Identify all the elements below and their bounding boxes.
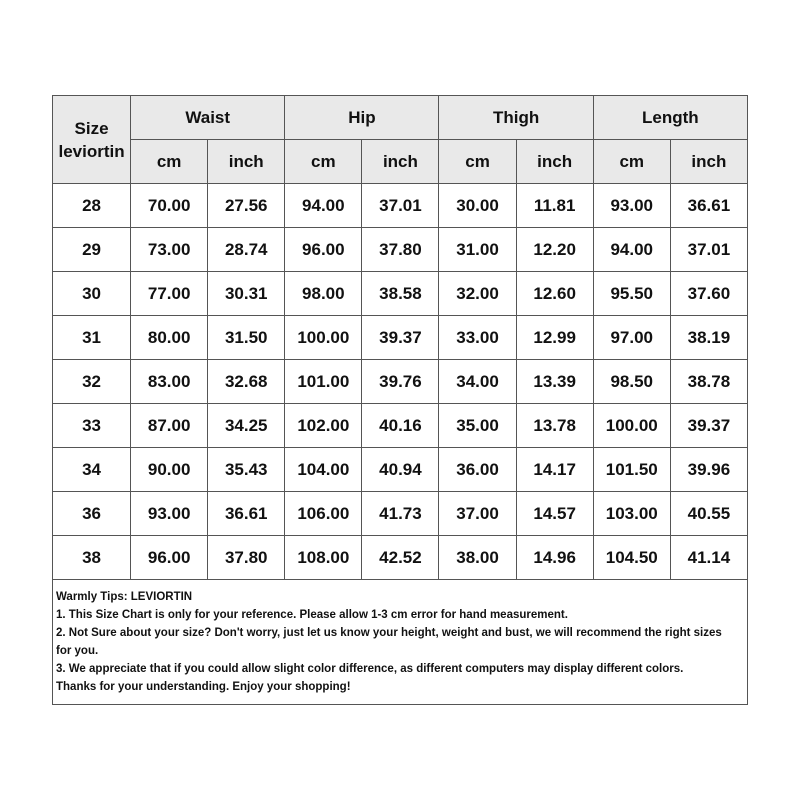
hip-cm-cell: 98.00 <box>285 272 362 316</box>
hip-cm-cell: 106.00 <box>285 492 362 536</box>
hip-cm-cell: 108.00 <box>285 536 362 580</box>
hip-cm-cell: 104.00 <box>285 448 362 492</box>
length-inch-cell: 37.60 <box>670 272 747 316</box>
length-inch-cell: 41.14 <box>670 536 747 580</box>
hip-inch-cell: 37.80 <box>362 228 439 272</box>
thigh-cm-header: cm <box>439 140 516 184</box>
waist-group-header: Waist <box>131 96 285 140</box>
length-inch-cell: 39.96 <box>670 448 747 492</box>
thigh-cm-cell: 38.00 <box>439 536 516 580</box>
table-header <box>53 96 748 184</box>
length-inch-cell: 39.37 <box>670 404 747 448</box>
table-row <box>53 404 748 448</box>
thigh-inch-cell: 11.81 <box>516 184 593 228</box>
tip-2: 2. Not Sure about your size? Don't worry, just let us know your height, weight and bust, we will recommend the right sizes <box>56 627 722 639</box>
hip-inch-header: inch <box>362 140 439 184</box>
warm-tips-box <box>52 579 748 705</box>
hip-cm-cell: 96.00 <box>285 228 362 272</box>
length-cm-cell: 98.50 <box>593 360 670 404</box>
waist-cm-cell: 93.00 <box>131 492 208 536</box>
length-cm-header: cm <box>593 140 670 184</box>
measurement-group-row <box>53 96 748 140</box>
length-cm-cell: 100.00 <box>593 404 670 448</box>
size-cell: 33 <box>53 404 131 448</box>
hip-group-header: Hip <box>285 96 439 140</box>
length-inch-cell: 38.78 <box>670 360 747 404</box>
table-row <box>53 448 748 492</box>
waist-inch-cell: 36.61 <box>208 492 285 536</box>
hip-inch-cell: 40.94 <box>362 448 439 492</box>
table-row <box>53 360 748 404</box>
waist-inch-cell: 27.56 <box>208 184 285 228</box>
length-inch-cell: 36.61 <box>670 184 747 228</box>
waist-cm-cell: 73.00 <box>131 228 208 272</box>
length-cm-cell: 97.00 <box>593 316 670 360</box>
waist-cm-cell: 90.00 <box>131 448 208 492</box>
thigh-inch-cell: 12.60 <box>516 272 593 316</box>
table-row <box>53 184 748 228</box>
size-cell: 29 <box>53 228 131 272</box>
table-row <box>53 316 748 360</box>
waist-inch-header: inch <box>208 140 285 184</box>
waist-inch-cell: 32.68 <box>208 360 285 404</box>
size-cell: 38 <box>53 536 131 580</box>
waist-inch-cell: 35.43 <box>208 448 285 492</box>
waist-inch-cell: 34.25 <box>208 404 285 448</box>
tip-1: 1. This Size Chart is only for your reference. Please allow 1-3 cm error for hand measurement. <box>56 609 568 621</box>
thigh-cm-cell: 31.00 <box>439 228 516 272</box>
length-cm-cell: 103.00 <box>593 492 670 536</box>
table-row <box>53 228 748 272</box>
length-inch-cell: 37.01 <box>670 228 747 272</box>
length-cm-cell: 101.50 <box>593 448 670 492</box>
table-row <box>53 492 748 536</box>
waist-cm-cell: 80.00 <box>131 316 208 360</box>
waist-cm-cell: 70.00 <box>131 184 208 228</box>
thigh-cm-cell: 32.00 <box>439 272 516 316</box>
hip-cm-header: cm <box>285 140 362 184</box>
hip-inch-cell: 39.37 <box>362 316 439 360</box>
length-inch-cell: 40.55 <box>670 492 747 536</box>
thigh-cm-cell: 30.00 <box>439 184 516 228</box>
length-cm-cell: 95.50 <box>593 272 670 316</box>
thigh-inch-cell: 14.57 <box>516 492 593 536</box>
length-cm-cell: 93.00 <box>593 184 670 228</box>
size-cell: 28 <box>53 184 131 228</box>
size-header-label: Size <box>74 118 109 138</box>
tips-closing: Thanks for your understanding. Enjoy your shopping! <box>56 681 351 693</box>
thigh-cm-cell: 33.00 <box>439 316 516 360</box>
thigh-inch-cell: 12.99 <box>516 316 593 360</box>
hip-cm-cell: 102.00 <box>285 404 362 448</box>
tips-heading: Warmly Tips: LEVIORTIN <box>56 591 193 603</box>
thigh-inch-header: inch <box>516 140 593 184</box>
size-column-header <box>53 96 131 184</box>
length-cm-cell: 94.00 <box>593 228 670 272</box>
thigh-cm-cell: 36.00 <box>439 448 516 492</box>
thigh-inch-cell: 13.39 <box>516 360 593 404</box>
hip-inch-cell: 37.01 <box>362 184 439 228</box>
thigh-inch-cell: 13.78 <box>516 404 593 448</box>
waist-cm-cell: 83.00 <box>131 360 208 404</box>
hip-cm-cell: 94.00 <box>285 184 362 228</box>
size-cell: 31 <box>53 316 131 360</box>
size-cell: 30 <box>53 272 131 316</box>
table-body <box>53 184 748 580</box>
waist-inch-cell: 31.50 <box>208 316 285 360</box>
table-row <box>53 272 748 316</box>
waist-cm-header: cm <box>131 140 208 184</box>
thigh-inch-cell: 14.96 <box>516 536 593 580</box>
hip-cm-cell: 101.00 <box>285 360 362 404</box>
length-cm-cell: 104.50 <box>593 536 670 580</box>
hip-inch-cell: 42.52 <box>362 536 439 580</box>
waist-inch-cell: 30.31 <box>208 272 285 316</box>
length-inch-cell: 38.19 <box>670 316 747 360</box>
size-header-brand: leviortin <box>58 141 125 161</box>
length-group-header: Length <box>593 96 747 140</box>
table-row <box>53 536 748 580</box>
waist-cm-cell: 87.00 <box>131 404 208 448</box>
size-cell: 36 <box>53 492 131 536</box>
hip-inch-cell: 40.16 <box>362 404 439 448</box>
unit-row <box>53 140 748 184</box>
thigh-inch-cell: 12.20 <box>516 228 593 272</box>
hip-inch-cell: 41.73 <box>362 492 439 536</box>
hip-cm-cell: 100.00 <box>285 316 362 360</box>
tip-3: 3. We appreciate that if you could allow slight color difference, as different computers may display different colors. <box>56 663 684 675</box>
hip-inch-cell: 38.58 <box>362 272 439 316</box>
thigh-cm-cell: 37.00 <box>439 492 516 536</box>
thigh-cm-cell: 35.00 <box>439 404 516 448</box>
size-chart-table <box>52 95 748 580</box>
size-cell: 34 <box>53 448 131 492</box>
thigh-group-header: Thigh <box>439 96 593 140</box>
waist-inch-cell: 28.74 <box>208 228 285 272</box>
thigh-cm-cell: 34.00 <box>439 360 516 404</box>
tip-2-continued: for you. <box>56 645 99 657</box>
size-cell: 32 <box>53 360 131 404</box>
waist-cm-cell: 96.00 <box>131 536 208 580</box>
waist-cm-cell: 77.00 <box>131 272 208 316</box>
thigh-inch-cell: 14.17 <box>516 448 593 492</box>
hip-inch-cell: 39.76 <box>362 360 439 404</box>
length-inch-header: inch <box>670 140 747 184</box>
waist-inch-cell: 37.80 <box>208 536 285 580</box>
